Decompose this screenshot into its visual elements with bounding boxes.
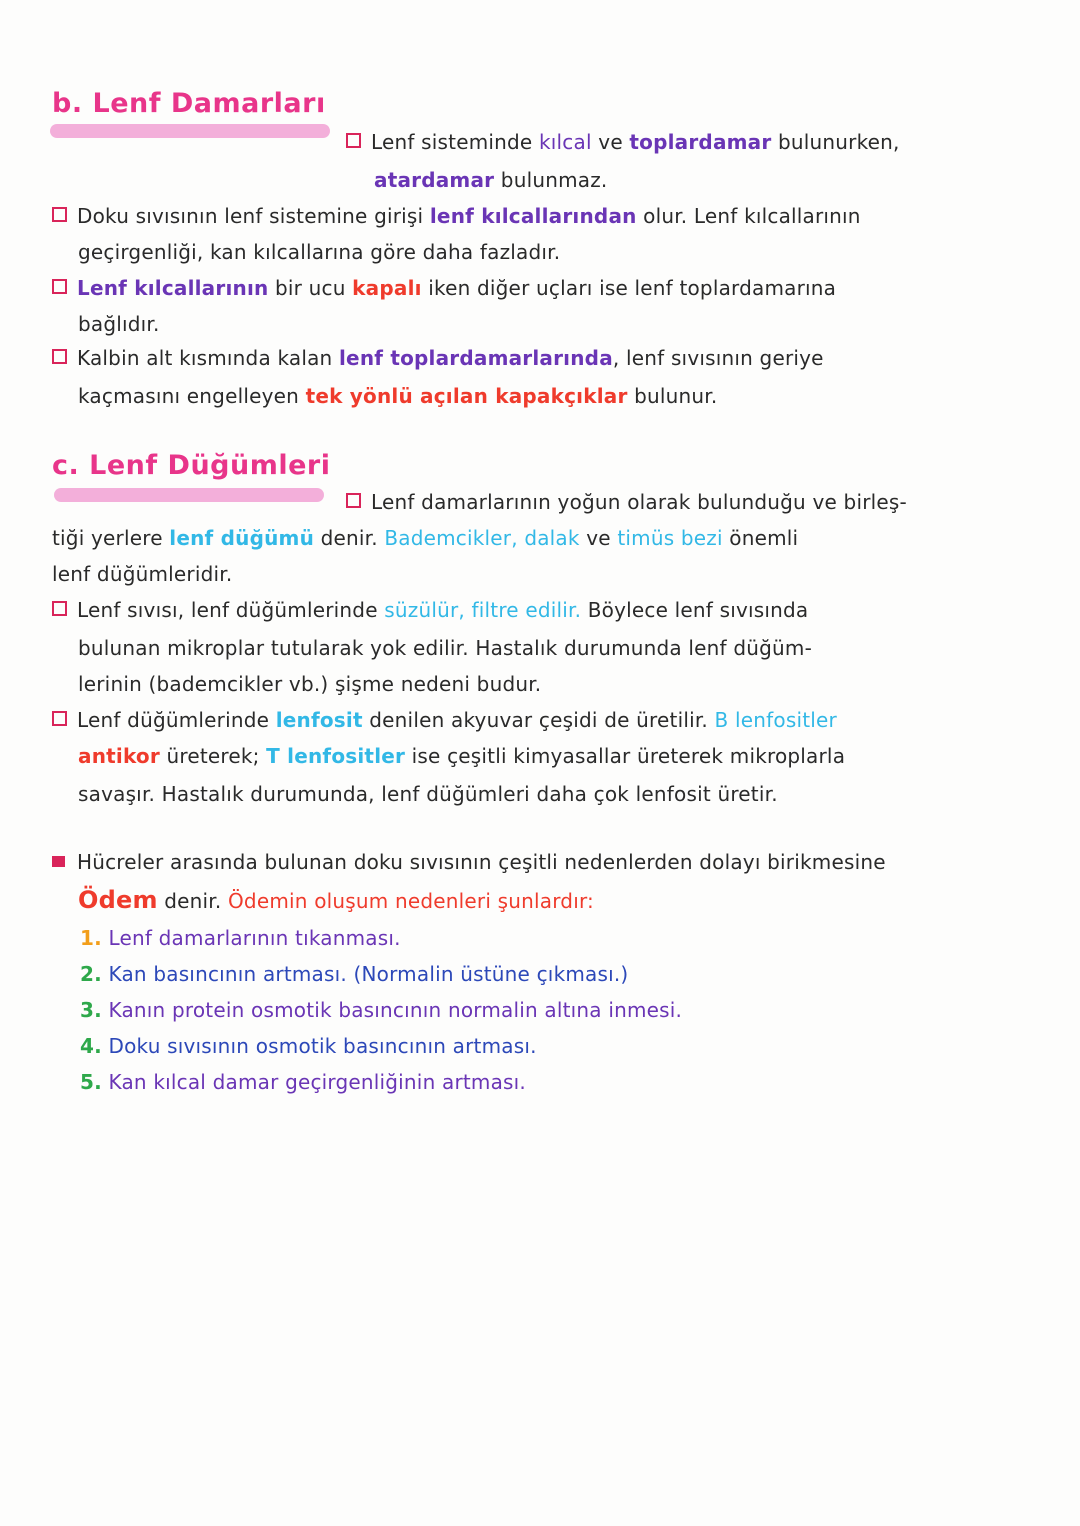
section-c-item-2-cont-1: antikor üreterek; T lenfositler ise çeşitli kimyasallar üreterek mikroplarla [78, 744, 846, 768]
checkbox-icon [52, 711, 67, 726]
odem-paragraph-line-1: Hücreler arasında bulunan doku sıvısının çeşitli nedenlerden dolayı birikmesine [52, 850, 886, 874]
section-c-item-1: Lenf sıvısı, lenf düğümlerinde süzülür, filtre edilir. Böylece lenf sıvısında [52, 598, 808, 622]
section-c-item-2: Lenf düğümlerinde lenfosit denilen akyuvar çeşidi de üretilir. B lenfositler [52, 708, 837, 732]
heading-highlight [54, 488, 324, 502]
section-b-item-3-cont: kaçmasını engelleyen tek yönlü açılan kapakçıklar bulunur. [78, 384, 718, 408]
odem-reason-4: 4. Doku sıvısının osmotik basıncının artması. [80, 1034, 537, 1058]
heading-highlight [50, 124, 330, 138]
section-b-item-3: Kalbin alt kısmında kalan lenf toplardamarlarında, lenf sıvısının geriye [52, 346, 824, 370]
section-c-heading: c. Lenf Düğümleri [52, 450, 331, 481]
section-b-intro-line-2: atardamar bulunmaz. [374, 168, 608, 192]
checkbox-icon [52, 349, 67, 364]
section-c-intro-line-2: tiği yerlere lenf düğümü denir. Bademcikler, dalak ve timüs bezi önemli [52, 526, 799, 550]
odem-reason-2: 2. Kan basıncının artması. (Normalin üstüne çıkması.) [80, 962, 629, 986]
checkbox-icon [52, 279, 67, 294]
section-c-item-2-cont-2: savaşır. Hastalık durumunda, lenf düğümleri daha çok lenfosit üretir. [78, 782, 778, 806]
section-c-intro-line-1: Lenf damarlarının yoğun olarak bulunduğu ve birleş- [346, 490, 907, 514]
section-b-heading: b. Lenf Damarları [52, 88, 326, 119]
odem-reason-3: 3. Kanın protein osmotik basıncının normalin altına inmesi. [80, 998, 683, 1022]
section-c-item-1-cont-1: bulunan mikroplar tutularak yok edilir. Hastalık durumunda lenf düğüm- [78, 636, 812, 660]
checkbox-icon [52, 601, 67, 616]
odem-reason-5: 5. Kan kılcal damar geçirgenliğinin artması. [80, 1070, 526, 1094]
section-c-intro-line-3: lenf düğümleridir. [52, 562, 233, 586]
checkbox-icon [52, 207, 67, 222]
checkbox-icon [346, 133, 361, 148]
section-c-item-1-cont-2: lerinin (bademcikler vb.) şişme nedeni budur. [78, 672, 542, 696]
section-b-item-2-cont: bağlıdır. [78, 312, 160, 336]
section-b-intro-line-1: Lenf sisteminde kılcal ve toplardamar bulunurken, [346, 130, 900, 154]
section-b-item-1: Doku sıvısının lenf sistemine girişi lenf kılcallarından olur. Lenf kılcallarının [52, 204, 861, 228]
odem-reason-1: 1. Lenf damarlarının tıkanması. [80, 926, 401, 950]
odem-paragraph-line-2: Ödem denir. Ödemin oluşum nedenleri şunlardır: [78, 886, 594, 914]
section-b-item-1-cont: geçirgenliği, kan kılcallarına göre daha fazladır. [78, 240, 561, 264]
section-b-item-2: Lenf kılcallarının bir ucu kapalı iken diğer uçları ise lenf toplardamarına [52, 276, 836, 300]
checkbox-icon [346, 493, 361, 508]
filled-square-bullet-icon [52, 856, 65, 867]
